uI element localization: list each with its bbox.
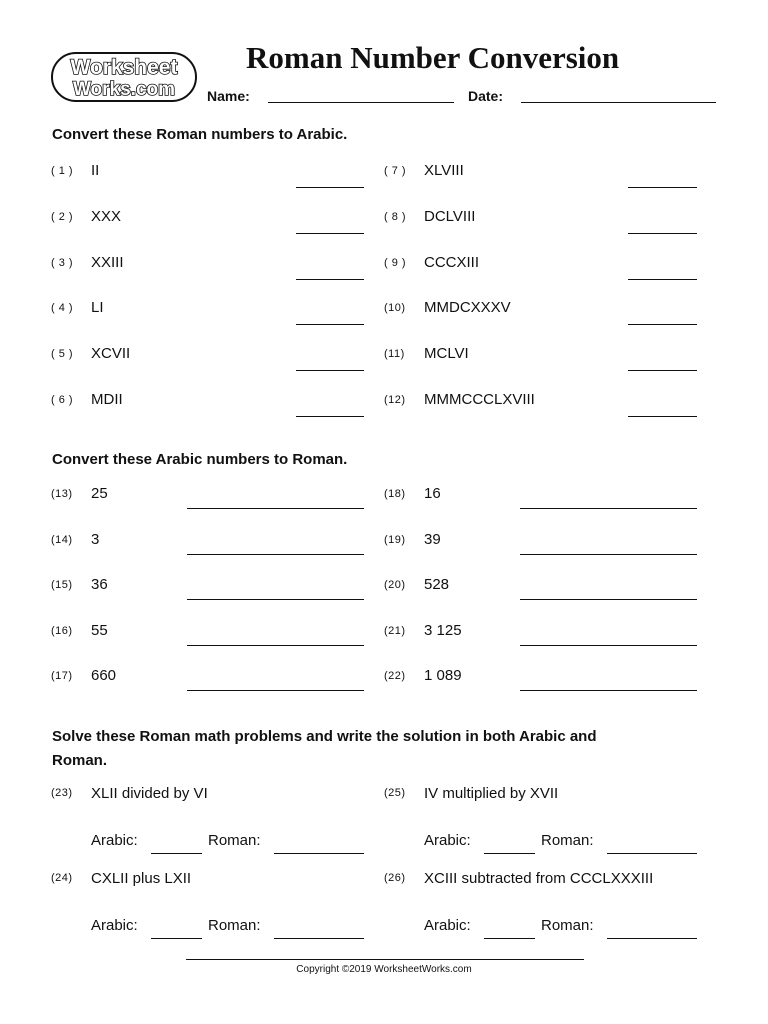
problem-number: (15) (51, 579, 73, 592)
date-label: Date: (468, 88, 504, 104)
answer-line[interactable] (187, 554, 364, 555)
arabic-number: 36 (91, 576, 108, 594)
problem-number: (25) (384, 787, 406, 799)
problem-number: (12) (384, 394, 406, 406)
arabic-label: Arabic: (424, 917, 471, 934)
roman-numeral: MMDCXXXV (424, 299, 511, 317)
answer-line[interactable] (296, 233, 364, 234)
roman-numeral: CCCXIII (424, 253, 480, 271)
problem-number: ( 8 ) (384, 210, 407, 223)
answer-line[interactable] (628, 324, 697, 325)
arabic-answer-line[interactable] (484, 853, 535, 854)
problem-number: ( 3 ) (51, 256, 74, 269)
answer-line[interactable] (296, 187, 364, 188)
problem-number: (22) (384, 670, 406, 683)
roman-numeral: LI (91, 299, 104, 317)
answer-line[interactable] (520, 690, 697, 691)
name-label: Name: (207, 88, 250, 104)
problem-number: ( 7 ) (384, 165, 407, 177)
answer-line[interactable] (187, 690, 364, 691)
answer-line[interactable] (628, 187, 697, 188)
roman-numeral: XCVII (91, 345, 131, 363)
arabic-number: 55 (91, 621, 108, 639)
logo-line2: Works.com (72, 79, 176, 100)
problem-number: ( 1 ) (51, 165, 74, 177)
roman-answer-line[interactable] (607, 938, 697, 939)
answer-line[interactable] (187, 599, 364, 600)
answer-line[interactable] (296, 279, 364, 280)
problem-number: ( 6 ) (51, 394, 74, 406)
math-problem: CXLII plus LXII (91, 870, 192, 887)
answer-line[interactable] (628, 416, 697, 417)
roman-numeral: XXX (91, 207, 122, 225)
arabic-number: 39 (424, 530, 441, 548)
arabic-number: 3 125 (424, 621, 462, 639)
section3-heading-line2: Roman. (52, 752, 108, 769)
arabic-number: 1 089 (424, 667, 462, 685)
math-problem: XLII divided by VI (91, 785, 208, 802)
roman-answer-line[interactable] (607, 853, 697, 854)
math-problem: XCIII subtracted from CCCLXXXIII (424, 870, 654, 887)
roman-label: Roman: (541, 917, 594, 934)
arabic-answer-line[interactable] (484, 938, 535, 939)
roman-numeral: MMMCCCLXVIII (424, 391, 535, 408)
page-title: Roman Number Conversion (246, 40, 620, 75)
answer-line[interactable] (520, 599, 697, 600)
roman-label: Roman: (541, 832, 594, 849)
arabic-number: 528 (424, 576, 450, 594)
arabic-label: Arabic: (424, 832, 471, 849)
roman-numeral: XXIII (91, 253, 124, 271)
roman-label: Roman: (208, 917, 261, 934)
arabic-number: 660 (91, 667, 117, 685)
arabic-answer-line[interactable] (151, 938, 202, 939)
answer-line[interactable] (520, 645, 697, 646)
roman-numeral: MCLVI (424, 345, 469, 363)
arabic-number: 16 (424, 485, 441, 502)
arabic-number: 3 (91, 530, 100, 548)
problem-number: (24) (51, 872, 73, 884)
problem-number: (13) (51, 488, 73, 500)
name-field-line[interactable] (268, 102, 454, 103)
footer-rule (186, 959, 584, 960)
problem-number: ( 5 ) (51, 348, 74, 361)
worksheetworks-logo (50, 50, 198, 104)
problem-number: (10) (384, 302, 406, 315)
answer-line[interactable] (628, 279, 697, 280)
section3-heading-line1: Solve these Roman math problems and write the solution in both Arabic and (52, 728, 597, 745)
problem-number: (20) (384, 579, 406, 592)
arabic-answer-line[interactable] (151, 853, 202, 854)
answer-line[interactable] (520, 508, 697, 509)
answer-line[interactable] (628, 233, 697, 234)
roman-answer-line[interactable] (274, 938, 364, 939)
answer-line[interactable] (628, 370, 697, 371)
roman-numeral: MDII (91, 391, 123, 408)
answer-line[interactable] (187, 645, 364, 646)
problem-number: ( 9 ) (384, 256, 407, 269)
problem-number: ( 2 ) (51, 210, 74, 223)
problem-number: (16) (51, 624, 73, 637)
answer-line[interactable] (296, 324, 364, 325)
problem-number: (11) (384, 348, 405, 361)
arabic-label: Arabic: (91, 917, 138, 934)
roman-label: Roman: (208, 832, 261, 849)
arabic-number: 25 (91, 485, 108, 502)
problem-number: ( 4 ) (51, 302, 74, 315)
date-field-line[interactable] (521, 102, 716, 103)
answer-line[interactable] (296, 416, 364, 417)
section1-heading: Convert these Roman numbers to Arabic. (52, 126, 348, 143)
roman-numeral: II (91, 162, 100, 179)
copyright-text: Copyright ©2019 WorksheetWorks.com (296, 964, 472, 975)
problem-number: (19) (384, 533, 406, 546)
problem-number: (26) (384, 872, 406, 884)
roman-answer-line[interactable] (274, 853, 364, 854)
section2-heading: Convert these Arabic numbers to Roman. (52, 451, 348, 468)
arabic-label: Arabic: (91, 832, 138, 849)
answer-line[interactable] (296, 370, 364, 371)
problem-number: (18) (384, 488, 406, 500)
answer-line[interactable] (187, 508, 364, 509)
problem-number: (17) (51, 670, 73, 683)
roman-numeral: DCLVIII (424, 207, 476, 225)
problem-number: (14) (51, 533, 73, 546)
math-problem: IV multiplied by XVII (424, 785, 559, 802)
roman-numeral: XLVIII (424, 162, 464, 179)
logo-line1: Worksheet (70, 56, 178, 79)
problem-number: (23) (51, 787, 73, 799)
answer-line[interactable] (520, 554, 697, 555)
problem-number: (21) (384, 624, 406, 637)
